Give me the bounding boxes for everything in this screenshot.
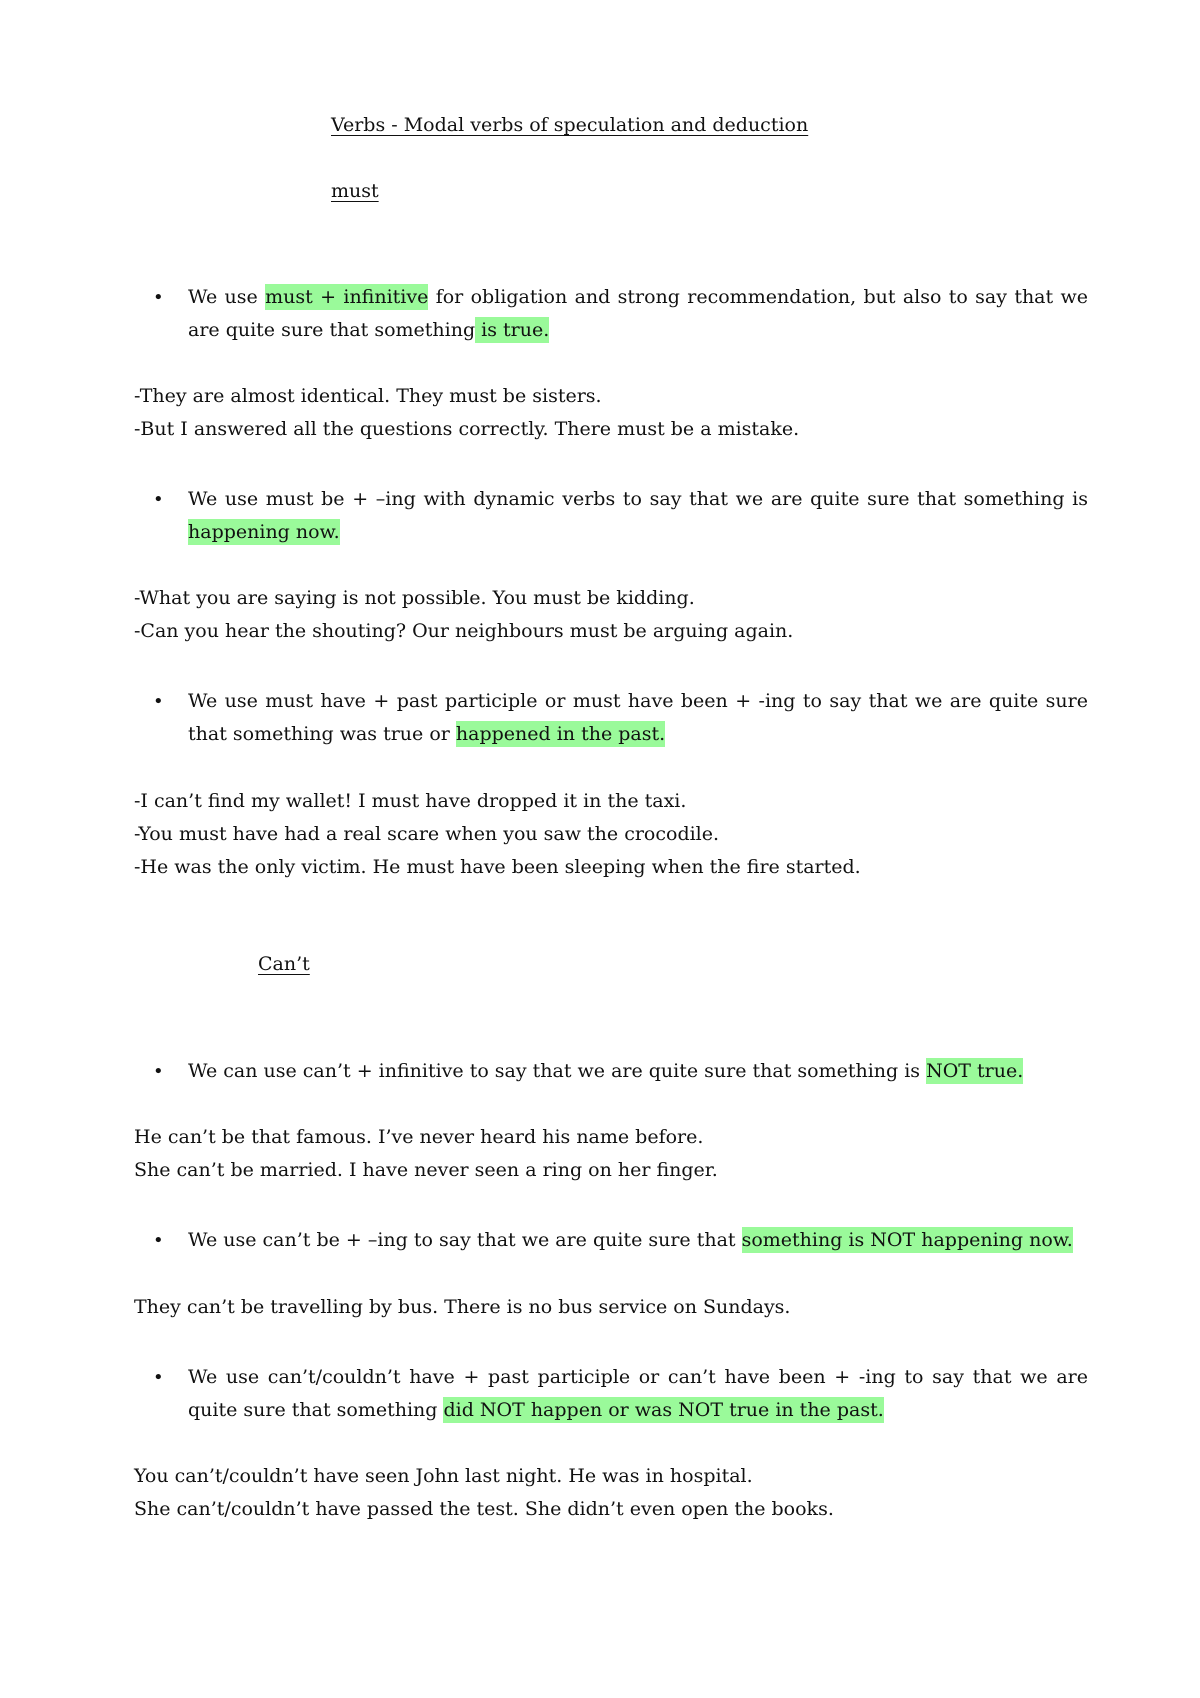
section-heading-cant: Can’t — [258, 953, 310, 975]
example-line: -You must have had a real scare when you saw the crocodile. — [134, 823, 720, 845]
bullet-cant-1: We can use can’t + infinitive to say that we are quite sure that something is NOT true. — [188, 1060, 1024, 1082]
example-line: He can’t be that famous. I’ve never heard his name before. — [134, 1126, 704, 1148]
example-line: -Can you hear the shouting? Our neighbours must be arguing again. — [134, 620, 794, 642]
highlight: NOT true. — [926, 1060, 1024, 1082]
example-line: You can’t/couldn’t have seen John last night. He was in hospital. — [134, 1465, 753, 1487]
bullet-marker: • — [153, 489, 164, 510]
example-line: -What you are saying is not possible. You must be kidding. — [134, 587, 695, 609]
example-line: -But I answered all the questions correctly. There must be a mistake. — [134, 418, 800, 440]
bullet-must-2: We use must be + –ing with dynamic verbs to say that we are quite sure that something is happening now. — [188, 488, 1088, 543]
page-title: Verbs - Modal verbs of speculation and deduction — [331, 114, 809, 136]
bullet-marker: • — [153, 691, 164, 712]
highlight: must + infinitive — [265, 286, 429, 308]
highlight: happened in the past. — [455, 723, 666, 745]
section-heading-must: must — [331, 180, 379, 202]
bullet-marker: • — [153, 287, 164, 308]
bullet-marker: • — [153, 1061, 164, 1082]
example-line: They can’t be travelling by bus. There is no bus service on Sundays. — [134, 1296, 791, 1318]
bullet-marker: • — [153, 1367, 164, 1388]
bullet-cant-2: We use can’t be + –ing to say that we are quite sure that something is NOT happening now. — [188, 1229, 1073, 1251]
bullet-must-1: We use must + infinitive for obligation and strong recommendation, but also to say that we are quite sure that something is true. — [188, 286, 1088, 341]
highlight: something is NOT happening now. — [741, 1229, 1073, 1251]
example-line: -He was the only victim. He must have been sleeping when the fire started. — [134, 856, 861, 878]
bullet-cant-3: We use can’t/couldn’t have + past participle or can’t have been + -ing to say that we are quite sure that something did NOT happen or was NOT true in the past. — [188, 1366, 1088, 1421]
example-line: -They are almost identical. They must be sisters. — [134, 385, 602, 407]
highlight: happening now. — [188, 521, 340, 543]
example-line: -I can’t find my wallet! I must have dropped it in the taxi. — [134, 790, 687, 812]
highlight: did NOT happen or was NOT true in the past. — [443, 1399, 884, 1421]
example-line: She can’t/couldn’t have passed the test. She didn’t even open the books. — [134, 1498, 834, 1520]
example-line: She can’t be married. I have never seen a ring on her finger. — [134, 1159, 718, 1181]
bullet-must-3: We use must have + past participle or must have been + -ing to say that we are quite sure that something was true or happened in the past. — [188, 690, 1088, 745]
bullet-marker: • — [153, 1230, 164, 1251]
highlight: is true. — [475, 319, 550, 341]
